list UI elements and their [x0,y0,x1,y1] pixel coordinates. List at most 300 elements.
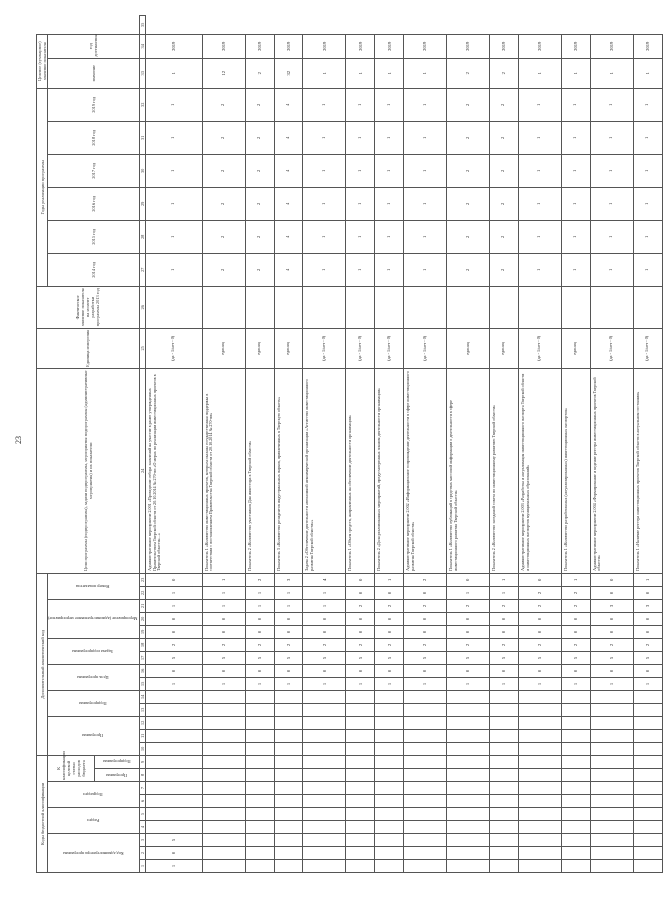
code-cell: 0 [590,586,633,599]
year-value-cell: 1 [375,88,404,121]
fact-cell [145,286,202,328]
code-cell: 1 [633,677,662,690]
target-year-cell: 2019 [346,34,375,58]
code-cell [561,769,590,782]
code-cell [274,716,303,729]
code-cell [489,821,518,834]
column-number: 20 [139,612,145,625]
code-cell [303,729,346,742]
code-cell [274,703,303,716]
year-value-cell: 2 [202,220,245,253]
code-cell [633,716,662,729]
column-number: 15 [139,677,145,690]
header-fact: Фактическое значение показателя на момент разработки программы 2013 год [37,286,140,328]
code-cell [447,690,490,703]
code-cell [202,742,245,755]
code-cell: 5 [145,651,202,664]
year-value-cell: 1 [561,88,590,121]
code-cell [518,795,561,808]
code-cell: 2 [245,638,274,651]
code-cell [518,755,561,768]
target-value-cell: 1 [633,58,662,88]
year-value-cell: 2 [489,220,518,253]
code-cell [375,834,404,847]
code-cell [489,847,518,860]
code-cell [202,716,245,729]
year-value-cell: 1 [404,121,447,154]
code-cell: 1 [518,677,561,690]
code-cell: 1 [274,677,303,690]
code-cell [590,690,633,703]
column-number: 28 [139,220,145,253]
column-number: 11 [139,729,145,742]
code-cell: 5 [145,834,202,847]
code-cell [274,729,303,742]
code-cell: 1 [489,573,518,586]
code-cell [303,755,346,768]
header-add-indicator: Номер показателя [48,573,140,599]
code-cell: 5 [202,651,245,664]
column-number: 8 [139,769,145,782]
code-cell: 1 [561,573,590,586]
code-cell [633,821,662,834]
year-value-cell: 1 [145,121,202,154]
target-year-cell: 2019 [633,34,662,58]
fact-cell [561,286,590,328]
fact-cell [375,286,404,328]
column-number: 35 [139,16,145,35]
code-cell [633,808,662,821]
year-value-cell: 2 [245,88,274,121]
year-value-cell: 1 [590,187,633,220]
code-cell: 0 [303,612,346,625]
code-cell [346,742,375,755]
code-cell: 0 [633,586,662,599]
code-cell: 0 [145,625,202,638]
year-value-cell: 2 [447,187,490,220]
column-number: 23 [139,573,145,586]
code-cell: 0 [202,664,245,677]
code-cell: 0 [375,612,404,625]
code-cell [245,795,274,808]
code-cell: 0 [590,612,633,625]
year-value-cell: 1 [375,220,404,253]
code-cell: 2 [404,573,447,586]
code-cell [561,821,590,834]
column-number: 7 [139,782,145,795]
target-value-cell: 32 [274,58,303,88]
code-cell: 0 [245,664,274,677]
code-cell [633,795,662,808]
year-value-cell: 1 [346,88,375,121]
code-cell [245,847,274,860]
fact-cell [590,286,633,328]
code-cell: 0 [404,612,447,625]
code-cell [489,769,518,782]
header-year-2017: 2017 год [48,154,140,187]
code-cell: 2 [375,638,404,651]
header-budget-class: Коды бюджетной классификации [37,755,48,872]
target-year-cell: 2019 [245,34,274,58]
code-cell [447,834,490,847]
year-value-cell: 1 [375,253,404,286]
code-cell [518,821,561,834]
code-cell [489,729,518,742]
code-cell [274,690,303,703]
column-number: 17 [139,651,145,664]
code-cell: 1 [274,599,303,612]
code-cell: 0 [274,664,303,677]
code-cell [202,834,245,847]
code-cell [561,834,590,847]
year-value-cell: 1 [561,220,590,253]
code-cell [518,729,561,742]
code-cell [375,860,404,873]
code-cell [633,703,662,716]
unit-cell: (да - 1/нет - 0) [375,328,404,368]
code-cell: 1 [145,860,202,873]
column-number: 31 [139,121,145,154]
year-value-cell: 2 [245,220,274,253]
year-value-cell: 2 [489,88,518,121]
code-cell: 0 [561,664,590,677]
code-cell [561,690,590,703]
indicator-text: Показатель 2 «Количество заседаний совета по инвестиционному развитию Тверской области» [489,368,518,573]
code-cell: 1 [145,677,202,690]
code-cell: 1 [202,573,245,586]
code-cell [303,847,346,860]
year-value-cell: 1 [590,154,633,187]
target-year-cell: 2019 [561,34,590,58]
code-cell: 5 [590,651,633,664]
table-row [633,16,662,873]
code-cell [245,703,274,716]
year-value-cell: 1 [561,187,590,220]
target-year-cell: 2019 [274,34,303,58]
code-cell: 2 [274,638,303,651]
column-number: 21 [139,599,145,612]
code-cell: 3 [633,599,662,612]
column-number: 13 [139,703,145,716]
year-value-cell: 1 [404,88,447,121]
code-cell [346,690,375,703]
header-add-program: Программа [48,716,140,755]
code-cell [346,769,375,782]
code-cell: 5 [518,651,561,664]
code-cell [518,834,561,847]
code-cell: 2 [518,586,561,599]
year-value-cell: 4 [274,154,303,187]
table-row [590,16,633,873]
code-cell [303,769,346,782]
code-cell [561,703,590,716]
code-cell: 0 [590,625,633,638]
target-year-cell: 2019 [518,34,561,58]
code-cell [245,716,274,729]
code-cell [245,821,274,834]
code-cell [145,769,202,782]
code-cell: 0 [518,612,561,625]
target-year-cell: 2019 [145,34,202,58]
code-cell [375,690,404,703]
code-cell [447,769,490,782]
year-value-cell: 1 [303,154,346,187]
code-cell [590,808,633,821]
column-number: 24 [139,368,145,573]
year-value-cell: 2 [245,121,274,154]
code-cell [447,808,490,821]
code-cell [375,703,404,716]
code-cell [145,742,202,755]
code-cell: 2 [561,586,590,599]
code-cell: 2 [561,599,590,612]
program-indicators-table [36,15,663,873]
code-cell: 5 [489,651,518,664]
code-cell: 0 [633,612,662,625]
code-cell: 1 [245,677,274,690]
code-cell: 1 [404,677,447,690]
target-value-cell: 1 [404,58,447,88]
column-number: 12 [139,716,145,729]
code-cell: 0 [447,612,490,625]
year-value-cell: 4 [274,121,303,154]
code-cell: 5 [245,651,274,664]
code-cell [202,808,245,821]
code-cell: 0 [145,612,202,625]
code-cell [274,795,303,808]
unit-cell: (да - 1/нет - 0) [518,328,561,368]
code-cell: 5 [447,651,490,664]
code-cell: 2 [404,599,447,612]
code-cell: 1 [303,599,346,612]
target-value-cell: 2 [489,58,518,88]
column-number: 1 [139,860,145,873]
table-row [346,16,375,873]
unit-cell: единиц [561,328,590,368]
code-cell [447,729,490,742]
table-row [202,16,245,873]
year-value-cell: 1 [633,88,662,121]
year-value-cell: 1 [561,154,590,187]
code-cell [375,769,404,782]
year-value-cell: 1 [404,154,447,187]
code-cell [590,769,633,782]
code-cell [245,742,274,755]
code-cell [346,716,375,729]
code-cell: 0 [375,664,404,677]
code-cell: 2 [447,599,490,612]
code-cell: 1 [303,586,346,599]
year-value-cell: 1 [590,121,633,154]
code-cell: 3 [590,599,633,612]
year-value-cell: 1 [145,88,202,121]
column-number: 4 [139,821,145,834]
header-target-group: Целевое (суммарное) значение показателя [37,34,48,88]
code-cell [375,808,404,821]
column-number: 26 [139,286,145,328]
code-cell: 5 [274,651,303,664]
indicator-text: Показатель 2 «Доля реализованных мероприятий, предусмотренных планом деятельности организации» [375,368,404,573]
code-cell [404,690,447,703]
code-cell [375,716,404,729]
code-cell [202,769,245,782]
code-cell [202,729,245,742]
table-row [447,16,490,873]
year-value-cell: 2 [447,121,490,154]
column-number: 3 [139,834,145,847]
code-cell [145,782,202,795]
code-cell [303,742,346,755]
target-value-cell: 1 [375,58,404,88]
code-cell [590,716,633,729]
header-program: Программа [95,769,140,782]
code-cell: 1 [489,677,518,690]
code-cell [375,729,404,742]
code-cell [404,795,447,808]
code-cell [274,755,303,768]
code-cell [202,755,245,768]
code-cell [145,821,202,834]
target-year-cell: 2019 [303,34,346,58]
table-row [375,16,404,873]
code-cell: 4 [303,573,346,586]
code-cell [633,729,662,742]
indicator-text: Показатель 1 «Объем средств, направленных на обеспечение деятельности организации» [346,368,375,573]
code-cell [633,690,662,703]
code-cell [447,782,490,795]
code-cell: 3 [274,573,303,586]
code-cell [518,860,561,873]
header-target-class: К классификации целевой статьи расходов бюджета [48,755,95,781]
year-value-cell: 1 [633,187,662,220]
code-cell: 0 [245,625,274,638]
column-number: 14 [139,690,145,703]
column-number: 27 [139,253,145,286]
year-value-cell: 1 [303,121,346,154]
code-cell [561,847,590,860]
year-value-cell: 1 [145,187,202,220]
header-target-value: значение [48,58,140,88]
target-year-cell: 2019 [590,34,633,58]
year-value-cell: 1 [633,253,662,286]
code-cell [145,795,202,808]
code-cell [590,729,633,742]
code-cell [346,808,375,821]
code-cell [346,703,375,716]
code-cell [404,769,447,782]
column-number: 9 [139,755,145,768]
code-cell: 1 [303,677,346,690]
code-cell [633,742,662,755]
code-cell [590,703,633,716]
year-value-cell: 2 [489,187,518,220]
code-cell: 0 [346,586,375,599]
code-cell [447,703,490,716]
indicator-text: Административное мероприятие 2.002 «Информационное сопровождение деятельности в сфере инвестиционного развития Тверской области» [404,368,447,573]
year-value-cell: 1 [404,220,447,253]
code-cell [375,847,404,860]
year-value-cell: 2 [202,121,245,154]
code-cell [404,834,447,847]
column-number: 18 [139,638,145,651]
column-number: 22 [139,586,145,599]
indicator-text: Показатель 1 «Количество инвестиционных проектов, которым оказана государственная поддержка в соответствии с постановлением Правительства Тверской области от 20.10.2014 № 270-пп» [202,368,245,573]
target-value-cell: 1 [590,58,633,88]
code-cell [404,821,447,834]
year-value-cell: 1 [303,187,346,220]
code-cell [274,821,303,834]
target-year-cell: 2019 [447,34,490,58]
code-cell [633,782,662,795]
year-value-cell: 1 [518,187,561,220]
code-cell: 1 [202,586,245,599]
header-row-1 [37,16,48,873]
unit-cell: (да - 1/нет - 0) [145,328,202,368]
year-value-cell: 1 [303,88,346,121]
code-cell: 0 [375,586,404,599]
code-cell [590,821,633,834]
code-cell [518,808,561,821]
indicator-text: Показатель 1 «Количество публикаций в средствах массовой информации о деятельности в сфере инвестиционного развития Тверской области» [447,368,490,573]
indicator-text: Показатель 1 «Количество разработанных (актуализированных) инвестиционных паспортов» [561,368,590,573]
fact-cell [633,286,662,328]
code-cell [346,834,375,847]
column-number: 5 [139,808,145,821]
code-cell [346,795,375,808]
code-cell [590,795,633,808]
code-cell [633,755,662,768]
year-value-cell: 2 [447,253,490,286]
target-value-cell: 1 [561,58,590,88]
header-year-2015: 2015 год [48,220,140,253]
unit-cell: единиц [447,328,490,368]
code-cell: 0 [590,664,633,677]
target-year-cell: 2019 [202,34,245,58]
code-cell [489,860,518,873]
fact-cell [346,286,375,328]
code-cell [404,742,447,755]
code-cell [404,847,447,860]
code-cell [489,690,518,703]
code-cell [518,782,561,795]
year-value-cell: 1 [346,121,375,154]
code-cell [245,782,274,795]
code-cell [274,860,303,873]
header-subprogram: Подпрограмма [95,755,140,768]
year-value-cell: 1 [145,253,202,286]
year-value-cell: 1 [561,121,590,154]
code-cell [590,742,633,755]
fact-cell [245,286,274,328]
code-cell [375,782,404,795]
year-value-cell: 1 [590,220,633,253]
year-value-cell: 1 [375,121,404,154]
code-cell [518,690,561,703]
target-value-cell: 12 [202,58,245,88]
header-section: Раздел [48,808,140,834]
column-number: 29 [139,187,145,220]
code-cell [375,795,404,808]
code-cell: 2 [590,638,633,651]
column-number: 33 [139,58,145,88]
code-cell: 1 [633,573,662,586]
code-cell: 0 [633,625,662,638]
code-cell [404,782,447,795]
year-value-cell: 2 [489,253,518,286]
code-cell [274,808,303,821]
header-unit: Единица измерения [37,328,140,368]
unit-cell: единиц [274,328,303,368]
